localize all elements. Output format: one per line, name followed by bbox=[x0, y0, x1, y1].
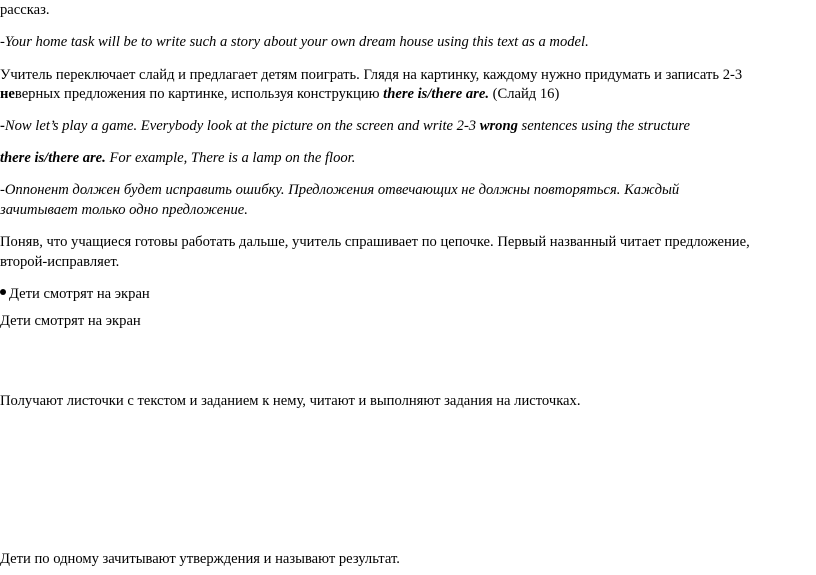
teacher-instruction-line-2 bbox=[0, 86, 559, 103]
text-rasskaz bbox=[0, 2, 50, 19]
example-text: For example, There is a lamp on the floor. bbox=[105, 150, 356, 166]
dash-bold: - bbox=[0, 118, 5, 134]
paragraph-text: Учитель переключает слайд и предлагает детям поиграть. Глядя на картинку, каждому нужно придумать и записать 2-3 bbox=[0, 67, 743, 83]
game-instruction-line-2 bbox=[0, 150, 355, 167]
bold-italic-fragment: there is/there are. bbox=[0, 150, 106, 166]
paragraph-text: Поняв, что учащиеся готовы работать дальше, учитель спрашивает по цепочке. Первый названный читает предложение, bbox=[0, 234, 750, 250]
home-task-line bbox=[0, 34, 589, 51]
paragraph-text-italic: зачитывает только одно предложение. bbox=[0, 202, 248, 218]
paragraph-text-italic: -Your home task will be to write such a story about your own dream house using this text as a model. bbox=[0, 34, 589, 50]
paragraph-text: верных предложения по картинке, используя конструкцию bbox=[14, 86, 384, 102]
opponent-line-1 bbox=[0, 182, 679, 199]
bullet-icon bbox=[0, 289, 6, 295]
bold-fragment: не bbox=[0, 86, 15, 102]
bold-italic-fragment: there is/there are. bbox=[383, 86, 489, 102]
read-statements-line bbox=[0, 551, 400, 568]
opponent-line-2 bbox=[0, 202, 248, 219]
paragraph-text: Получают листочки с текстом и заданием к нему, читают и выполняют задания на листочках. bbox=[0, 393, 581, 409]
game-instruction-line-1 bbox=[0, 118, 690, 135]
paragraph-text: второй-исправляет. bbox=[0, 254, 120, 270]
wrong-word: wrong bbox=[479, 118, 518, 134]
bullet-item bbox=[0, 286, 150, 303]
handouts-line bbox=[0, 393, 581, 410]
paragraph-text: Дети по одному зачитывают утверждения и называют результат. bbox=[0, 551, 400, 567]
paragraph-text-italic: -Оппонент должен будет исправить ошибку. Предложения отвечающих не должны повторяться. Каждый bbox=[0, 182, 680, 198]
paragraph-text: рассказ. bbox=[0, 2, 50, 18]
children-look-line bbox=[0, 313, 141, 330]
paragraph-text-italic: Now let’s play a game. Everybody look at the picture on the screen and write 2-3 bbox=[4, 118, 480, 134]
chain-line-1 bbox=[0, 234, 750, 251]
teacher-instruction-line-1 bbox=[0, 67, 742, 84]
paragraph-text: Дети смотрят на экран bbox=[9, 286, 150, 302]
chain-line-2 bbox=[0, 254, 119, 271]
slide-reference: (Слайд 16) bbox=[488, 86, 560, 102]
paragraph-text: Дети смотрят на экран bbox=[0, 313, 141, 329]
paragraph-text-italic: sentences using the structure bbox=[517, 118, 690, 134]
